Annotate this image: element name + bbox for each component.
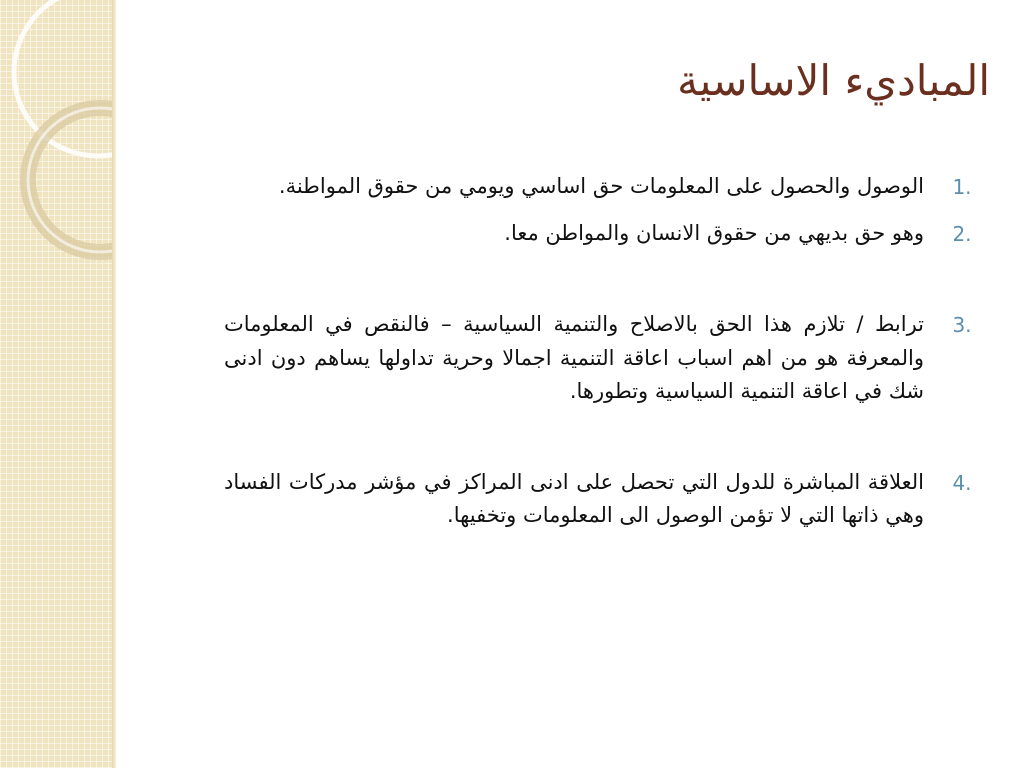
- decorative-ring-top: [14, 0, 112, 156]
- list-item: [224, 466, 984, 532]
- list-item-number: 1.: [952, 175, 972, 199]
- decorative-side-band: [0, 0, 112, 768]
- list-item-number: 4.: [952, 470, 972, 495]
- list-item: [224, 308, 984, 408]
- list-item-text: العلاقة المباشرة للدول التي تحصل على ادنى المراكز في مؤشر مدركات الفساد وهي ذاتها التي لا تؤمن الوصول الى المعلومات وتخفيها.: [224, 469, 924, 528]
- principles-list: [224, 170, 984, 532]
- list-item-text: وهو حق بديهي من حقوق الانسان والمواطن معا.: [504, 221, 924, 246]
- list-item-number: 3.: [952, 313, 972, 338]
- list-item-text: ترابط / تلازم هذا الحق بالاصلاح والتنمية السياسية – فالنقص في المعلومات والمعرفة هو من اهم اسباب اعاقة التنمية اجمالا وحرية تداولها يساهم دون ادنى شك في اعاقة التنمية السياسية وتطورها.: [224, 312, 924, 403]
- list-item: [224, 170, 984, 203]
- side-band-edge: [112, 0, 116, 768]
- list-item-text: الوصول والحصول على المعلومات حق اساسي ويومي من حقوق المواطنة.: [278, 174, 924, 198]
- slide-title: المباديء الاساسية: [677, 56, 990, 105]
- list-item: [224, 217, 984, 250]
- decorative-circles: [0, 0, 112, 768]
- list-item-number: 2.: [952, 222, 972, 247]
- decorative-ring-middle: [28, 108, 112, 252]
